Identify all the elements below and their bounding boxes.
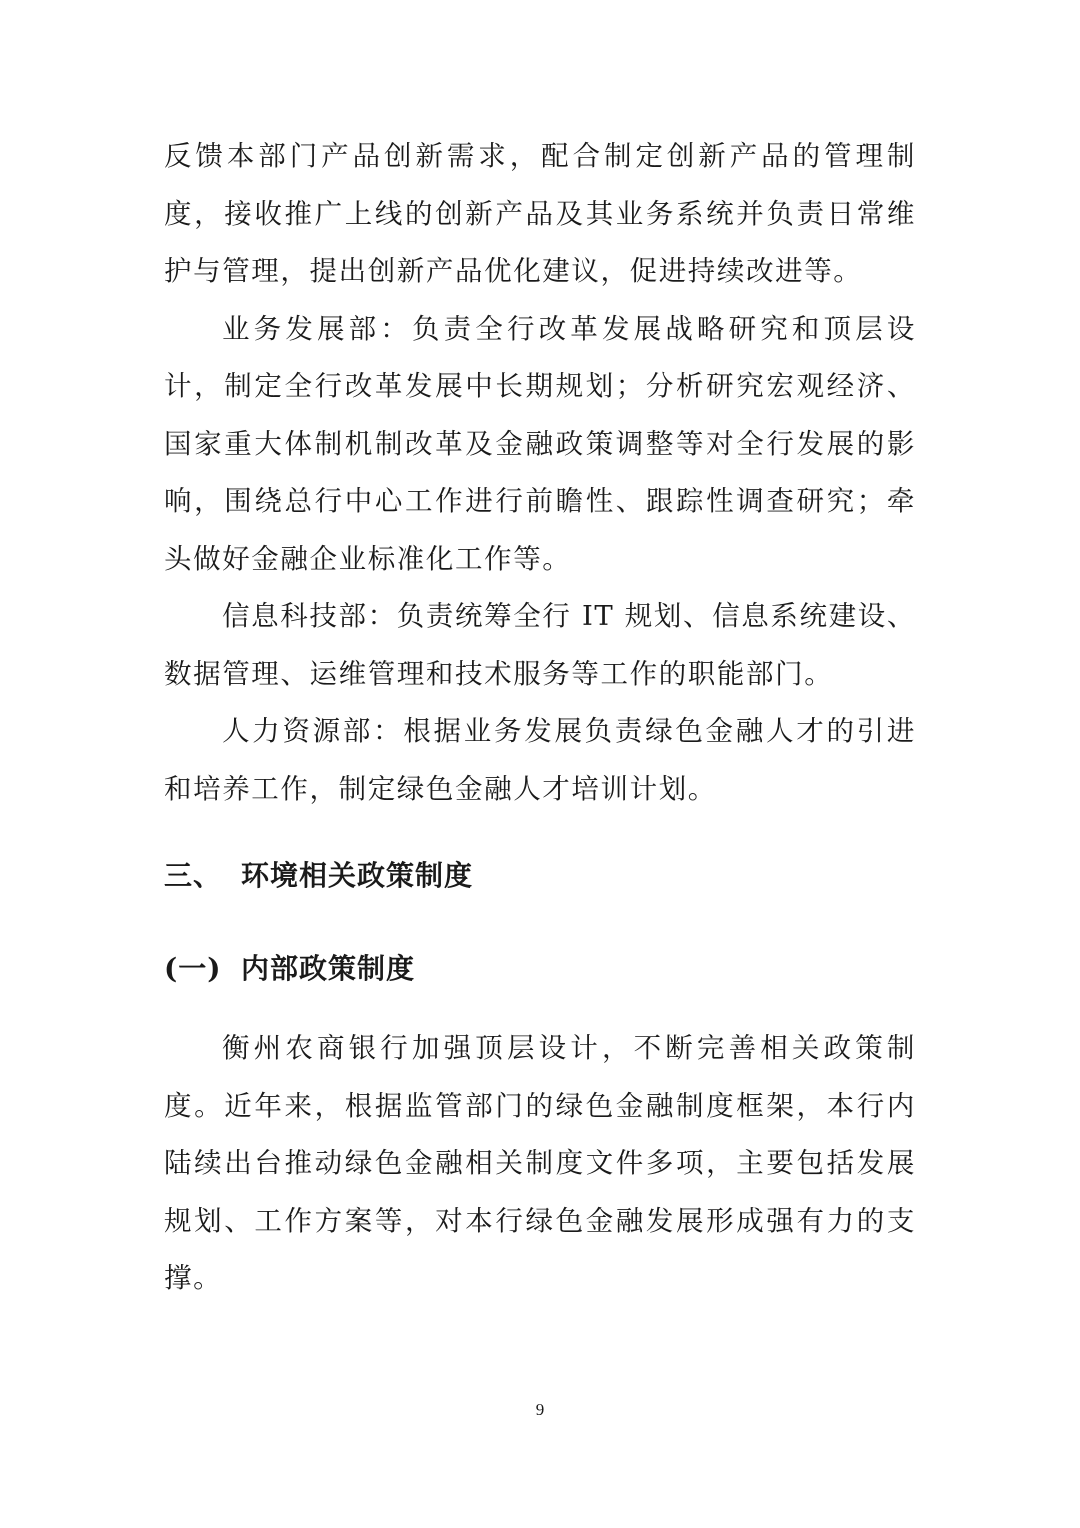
paragraph-information-technology: 信息科技部：负责统筹全行 IT 规划、信息系统建设、数据管理、运维管理和技术服务等工作的职能部门。	[164, 600, 916, 690]
body-text-top	[164, 128, 916, 818]
subsection-number: (一)	[164, 952, 222, 985]
section-heading	[164, 848, 473, 904]
section-title: 环境相关政策制度	[241, 859, 474, 892]
section-number: 三、	[164, 859, 223, 892]
body-text-bottom	[164, 1020, 916, 1308]
paragraph-internal-policy: 衡州农商银行加强顶层设计，不断完善相关政策制度。近年来，根据监管部门的绿色金融制度框架，本行内陆续出台推动绿色金融相关制度文件多项，主要包括发展规划、工作方案等，对本行绿色金融发展形成强有力的支撑。	[164, 1032, 916, 1294]
subsection-heading	[164, 941, 415, 997]
paragraph-product-innovation: 反馈本部门产品创新需求，配合制定创新产品的管理制度，接收推广上线的创新产品及其业务系统并负责日常维护与管理，提出创新产品优化建议，促进持续改进等。	[164, 140, 916, 287]
page-number: 9	[535, 1400, 545, 1419]
paragraph-business-development: 业务发展部：负责全行改革发展战略研究和顶层设计，制定全行改革发展中长期规划；分析研究宏观经济、国家重大体制机制改革及金融政策调整等对全行发展的影响，围绕总行中心工作进行前瞻性、跟踪性调查研究；牵头做好金融企业标准化工作等。	[164, 312, 916, 575]
paragraph-human-resources: 人力资源部：根据业务发展负责绿色金融人才的引进和培养工作，制定绿色金融人才培训计划。	[164, 715, 916, 805]
subsection-title: 内部政策制度	[241, 952, 416, 985]
